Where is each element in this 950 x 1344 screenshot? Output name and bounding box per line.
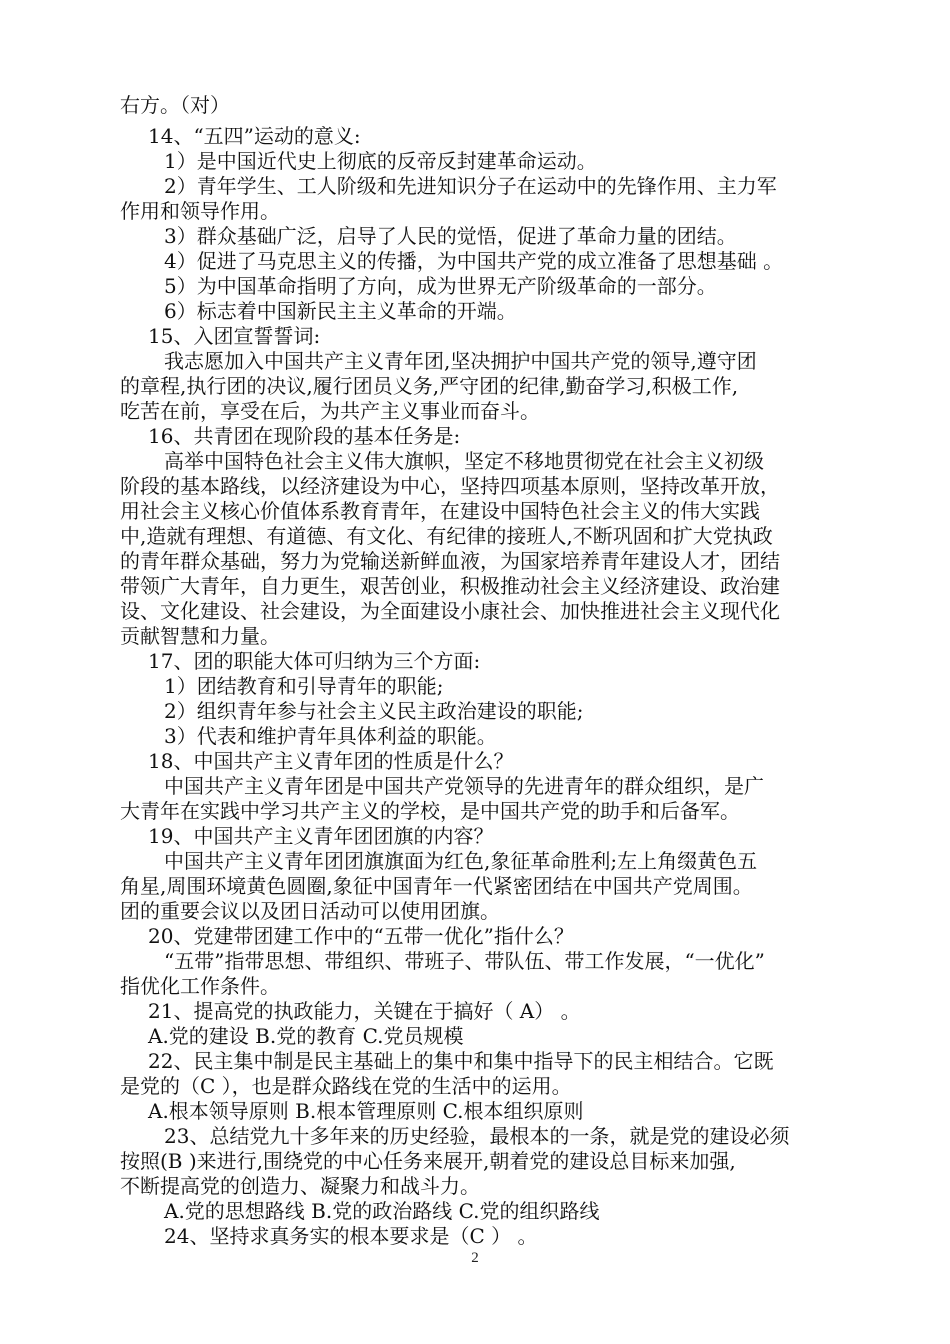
question-line: 24、坚持求真务实的根本要求是（C ） 。	[164, 1224, 538, 1248]
text-line: 的章程,执行团的决议,履行团员义务,严守团的纪律,勤奋学习,积极工作,	[120, 374, 739, 398]
answer-options: A.党的建设 B.党的教育 C.党员规模	[148, 1024, 464, 1048]
text-line: 设、文化建设、社会建设，为全面建设小康社会、加快推进社会主义现代化	[120, 599, 780, 623]
text-line: 团的重要会议以及团日活动可以使用团旗。	[120, 899, 500, 923]
text-line: 用社会主义核心价值体系教育青年，在建设中国特色社会主义的伟大实践	[120, 499, 760, 523]
text-line: 按照(B )来进行,围绕党的中心任务来展开,朝着党的建设总目标来加强,	[120, 1149, 736, 1173]
text-line: 5）为中国革命指明了方向，成为世界无产阶级革命的一部分。	[164, 274, 717, 298]
text-line: 3）群众基础广泛，启导了人民的觉悟，促进了革命力量的团结。	[164, 224, 737, 248]
answer-options: A.根本领导原则 B.根本管理原则 C.根本组织原则	[148, 1099, 584, 1123]
question-line: 21、提高党的执政能力，关键在于搞好（ A） 。	[148, 999, 581, 1023]
text-line: 角星,周围环境黄色圆圈,象征中国青年一代紧密团结在中国共产党周围。	[120, 874, 753, 898]
text-line: 吃苦在前，享受在后，为共产主义事业而奋斗。	[120, 399, 540, 423]
text-line: “五带”指带思想、带组织、带班子、带队伍、带工作发展，“一优化”	[164, 949, 765, 973]
text-line: 我志愿加入中国共产主义青年团,坚决拥护中国共产党的领导,遵守团	[164, 349, 757, 373]
text-line: 作用和领导作用。	[120, 199, 280, 223]
question-line: 23、总结党九十多年来的历史经验，最根本的一条，就是党的建设必须	[164, 1124, 790, 1148]
item-heading: 14、“五四”运动的意义:	[148, 124, 361, 148]
text-line: 高举中国特色社会主义伟大旗帜，坚定不移地贯彻党在社会主义初级	[164, 449, 764, 473]
text-line: 中国共产主义青年团是中国共产党领导的先进青年的群众组织，是广	[164, 774, 764, 798]
text-line: 指优化工作条件。	[120, 974, 280, 998]
text-line: 大青年在实践中学习共产主义的学校，是中国共产党的助手和后备军。	[120, 799, 740, 823]
item-heading: 16、共青团在现阶段的基本任务是:	[148, 424, 461, 448]
text-line: 4）促进了马克思主义的传播，为中国共产党的成立准备了思想基础 。	[164, 249, 784, 273]
item-heading: 15、入团宣誓誓词:	[148, 324, 321, 348]
text-line: 中,造就有理想、有道德、有文化、有纪律的接班人,不断巩固和扩大党执政	[120, 524, 773, 548]
text-line: 2）青年学生、工人阶级和先进知识分子在运动中的先锋作用、主力军	[164, 174, 777, 198]
text-line: 不断提高党的创造力、凝聚力和战斗力。	[120, 1174, 480, 1198]
text-line: 3）代表和维护青年具体利益的职能。	[164, 724, 497, 748]
item-heading: 19、中国共产主义青年团团旗的内容？	[148, 824, 494, 848]
text-line: 带领广大青年，自力更生，艰苦创业，积极推动社会主义经济建设、政治建	[120, 574, 780, 598]
page-number: 2	[471, 1250, 479, 1266]
text-line: 中国共产主义青年团团旗旗面为红色,象征革命胜利;左上角缀黄色五	[164, 849, 758, 873]
text-line: 1）是中国近代史上彻底的反帝反封建革命运动。	[164, 149, 597, 173]
text-line: 6）标志着中国新民主主义革命的开端。	[164, 299, 517, 323]
text-line: 阶段的基本路线，以经济建设为中心，坚持四项基本原则，坚持改革开放，	[120, 474, 780, 498]
text-line: 贡献智慧和力量。	[120, 624, 280, 648]
item-heading: 18、中国共产主义青年团的性质是什么？	[148, 749, 514, 773]
answer-options: A.党的思想路线 B.党的政治路线 C.党的组织路线	[164, 1199, 600, 1223]
text-line: 的青年群众基础，努力为党输送新鲜血液，为国家培养青年建设人才，团结	[120, 549, 780, 573]
item-heading: 17、团的职能大体可归纳为三个方面:	[148, 649, 481, 673]
item-heading: 20、党建带团建工作中的“五带一优化”指什么？	[148, 924, 574, 948]
text-line: 是党的（C ），也是群众路线在党的生活中的运用。	[120, 1074, 572, 1098]
text-line: 右方。（对）	[120, 93, 230, 117]
text-line: 2）组织青年参与社会主义民主政治建设的职能;	[164, 699, 584, 723]
question-line: 22、民主集中制是民主基础上的集中和集中指导下的民主相结合。它既	[148, 1049, 774, 1073]
text-line: 1）团结教育和引导青年的职能;	[164, 674, 444, 698]
